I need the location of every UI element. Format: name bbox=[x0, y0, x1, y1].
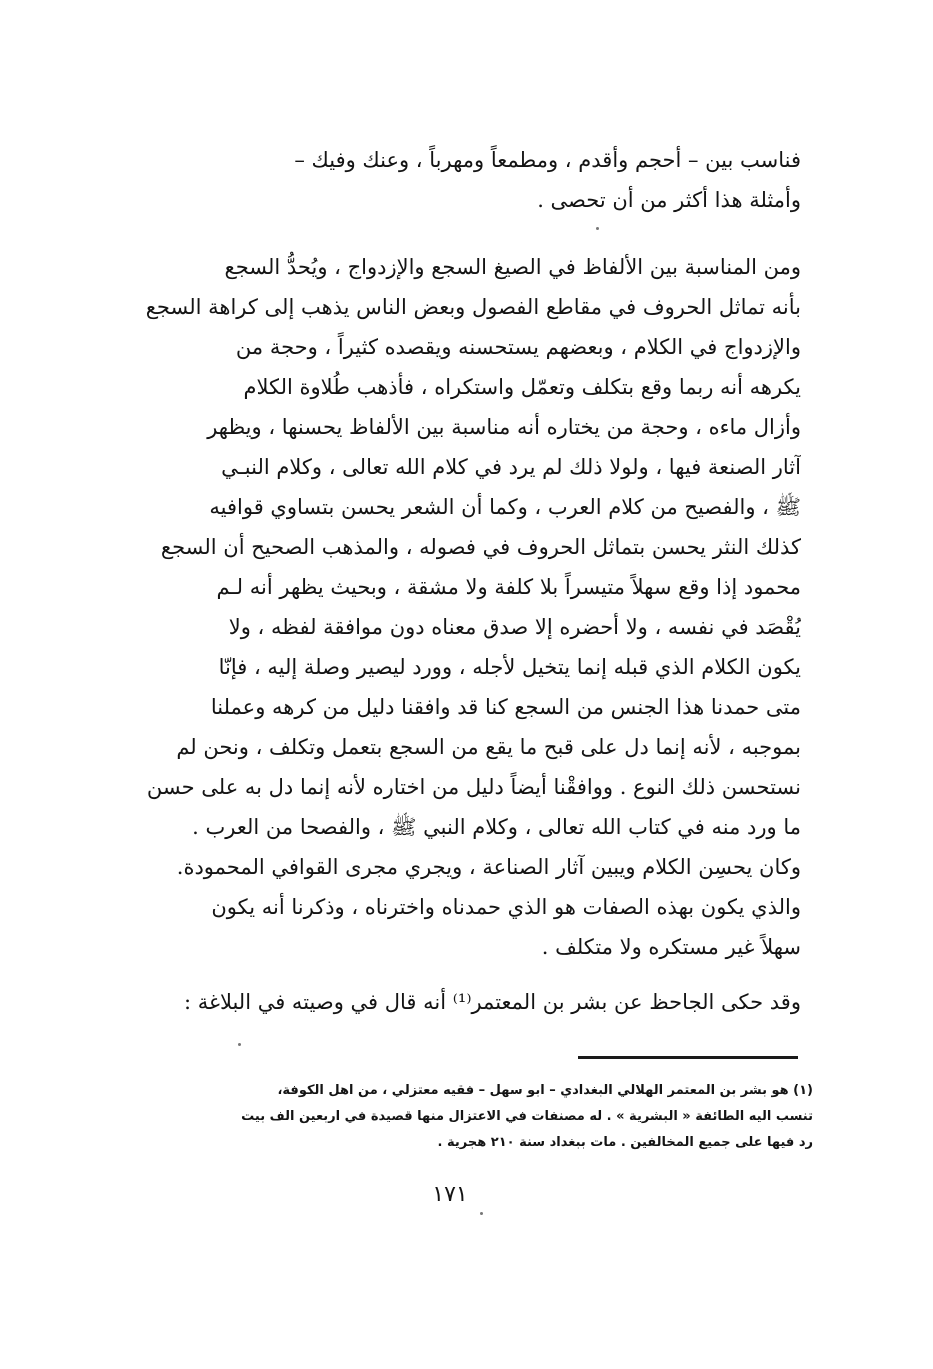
text-line: فناسب بين – أحجم وأقدم ، ومطمعاً ومهرباً ، وعنك وفيك – bbox=[294, 148, 801, 172]
scan-speck bbox=[480, 1212, 483, 1215]
text-line: آثار الصنعة فيها ، ولولا ذلك لم يرد في كلام الله تعالى ، وكلام النبـي bbox=[221, 455, 801, 479]
text-line: ومن المناسبة بين الألفاظ في الصيغ السجع والإزدواج ، ويُحدُّ السجع bbox=[224, 255, 801, 279]
footnote bbox=[113, 1078, 813, 1156]
text-line: ﷺ ، والفصيح من كلام العرب ، وكما أن الشعر يحسن بتساوي قوافيه bbox=[209, 495, 801, 519]
text-line: وكان يحسِن الكلام ويبين آثار الصناعة ، ويجري مجرى القوافي المحمودة. bbox=[176, 855, 801, 879]
text-line: وقد حكى الجاحظ عن بشر بن المعتمر⁽¹⁾ أنه قال في وصيته في البلاغة : bbox=[183, 990, 801, 1014]
text-line: يُقْصَد في نفسه ، ولا أحضره إلا صدق معناه دون موافقة لفظه ، ولا bbox=[228, 615, 801, 639]
text-line: سهلاً غير مستكره ولا متكلف . bbox=[541, 935, 801, 959]
text-line: والإزدواج في الكلام ، وبعضهم يستحسنه ويقصده كثيراً ، وحجة من bbox=[235, 335, 801, 359]
paragraph-2 bbox=[96, 247, 801, 967]
footnote-divider bbox=[578, 1056, 798, 1059]
text-line: يكرهه أنه ربما وقع بتكلف وتعمّل واستكراه ، فأذهب طُلاوة الكلام bbox=[243, 375, 801, 399]
footnote-line: (١) هو بشر بن المعتمر الهلالي البغدادي – ابو سهل – فقيه معتزلي ، من اهل الكوفة، bbox=[277, 1083, 813, 1098]
text-line: وأزال ماءه ، وحجة من يختاره أنه مناسبة بين الألفاظ يحسنها ، ويظهر bbox=[207, 415, 801, 439]
text-line: وأمثلة هذا أكثر من أن تحصى . bbox=[537, 188, 801, 212]
page-number: ١٧١ bbox=[432, 1182, 468, 1207]
text-line: بأنه تماثل الحروف في مقاطع الفصول وبعض الناس يذهب إلى كراهة السجع bbox=[145, 295, 801, 319]
text-line: كذلك النثر يحسن بتماثل الحروف في فصوله ، والمذهب الصحيح أن السجع bbox=[160, 535, 801, 559]
scan-speck bbox=[596, 227, 599, 230]
scan-speck bbox=[238, 1043, 241, 1046]
text-line: بموجبه ، لأنه إنما دل على قبح ما يقع من السجع بتعمل وتكلف ، ونحن لم bbox=[176, 735, 801, 759]
text-line: محمود إذا وقع سهلاً متيسراً بلا كلفة ولا مشقة ، وبحيث يظهر أنه لـم bbox=[216, 575, 801, 599]
text-line: متى حمدنا هذا الجنس من السجع كنا قد وافقنا دليل من كرهه وعملنا bbox=[210, 695, 801, 719]
text-line: والذي يكون بهذه الصفات هو الذي حمدناه واخترناه ، وذكرنا أنه يكون bbox=[211, 895, 801, 919]
text-line: ما ورد منه في كتاب الله تعالى ، وكلام النبي ﷺ ، والفصحا من العرب . bbox=[192, 815, 801, 839]
text-line: يكون الكلام الذي قبله إنما يتخيل لأجله ، وورد ليصير وصلة إليه ، فإنّا bbox=[218, 655, 801, 679]
paragraph-1 bbox=[96, 140, 801, 220]
paragraph-3 bbox=[96, 982, 801, 1022]
footnote-line: تنسب اليه الطائفة « البشرية » . له مصنفات في الاعتزال منها قصيدة في اربعين الف بيت bbox=[241, 1109, 813, 1124]
footnote-line: رد فيها على جميع المخالفين . مات ببغداد سنة ٢١٠ هجرية . bbox=[437, 1135, 813, 1150]
text-line: نستحسن ذلك النوع . ووافقْنا أيضاً دليل من اختاره لأنه إنما دل به على حسن bbox=[146, 775, 801, 799]
